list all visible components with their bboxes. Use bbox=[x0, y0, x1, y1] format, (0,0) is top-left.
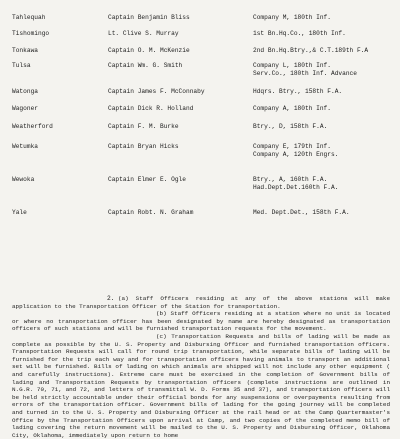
station-name: Weatherford bbox=[12, 123, 53, 130]
station-officer: Captain F. M. Burke bbox=[108, 123, 179, 130]
station-unit: 1st Bn.Hq.Co., 180th Inf. bbox=[253, 30, 346, 37]
station-unit: Company A, 180th Inf. bbox=[253, 105, 331, 112]
station-unit: 2nd Bn.Hq.Btry.,& C.T.189th F.A bbox=[253, 47, 369, 54]
station-officer: Captain Benjamin Bliss bbox=[108, 14, 190, 21]
station-unit: Company E, 179th Inf. Company A, 120th Engrs. bbox=[253, 143, 339, 158]
section-number: 2. bbox=[107, 295, 115, 302]
station-officer: Captain Dick R. Holland bbox=[108, 105, 194, 112]
station-name: Tulsa bbox=[12, 62, 31, 69]
section-body bbox=[12, 295, 390, 439]
station-name: Tahlequah bbox=[12, 14, 46, 21]
station-officer: Captain Robt. N. Graham bbox=[108, 209, 194, 216]
station-unit: Btry., A, 160th F.A. Had.Dept.Det.160th F.A. bbox=[253, 176, 339, 191]
station-unit: Company M, 180th Inf. bbox=[253, 14, 331, 21]
station-unit: Btry., D, 158th F.A. bbox=[253, 123, 328, 130]
station-name: Tonkawa bbox=[12, 47, 38, 54]
station-name: Watonga bbox=[12, 88, 38, 95]
station-name: Wagoner bbox=[12, 105, 38, 112]
paragraph-a: (a) Staff Officers residing at any of the above stations will make application to the Transportation Officer of the Station for transportation. bbox=[12, 295, 390, 310]
station-name: Yale bbox=[12, 209, 27, 216]
station-unit: Med. Dept.Det., 158th F.A. bbox=[253, 209, 350, 216]
station-name: Wewoka bbox=[12, 176, 35, 183]
station-unit: Hdqrs. Btry., 158th F.A. bbox=[253, 88, 343, 95]
station-officer: Lt. Clive S. Murray bbox=[108, 30, 179, 37]
station-officer: Captain O. M. McKenzie bbox=[108, 47, 190, 54]
station-officer: Captain James F. McConnaby bbox=[108, 88, 205, 95]
station-officer: Captain Wm. G. Smith bbox=[108, 62, 183, 69]
paragraph-c: (c) Transportation Requests and bills of lading will be made as complete as possible by the U. S. Property and Disbursing Officer and furnished transportation officers. Transportation Requests will call for round trip transportation, while separate bills of lading will be furnished for the trip each way and for transportation officers having animals to transport an additional set will be furnished. Bills of lading on which animals are shipped will not include any other equipment ( and carefully instructions). Extreme care must be exercised in the completion of Government bills of lading and Transportation Requests by transportation officers (complete instructions are outlined in N.G.R. 70, 71, and 72, and letters of transmittal W. D. Forms 35 and 37), and transportation officers will be held strictly accountable under their official bonds for any suspensions or overpayments resulting from errors of the transportation officer. Government bills of lading for the going journey will be completed and turned in to the U. S. Property and Disbursing Officer at the rail head or at the Camp Quartermaster's Office by the Transportation Officers upon arrival at Camp, and two copies of the completed memo bill of lading covering the return movement will be mailed to the U. S. Property and Disbursing Officer, Oklahoma City, Oklahoma, immediately upon return to home bbox=[12, 332, 390, 439]
paragraph-b: (b) Staff Officers residing at a station where no unit is located or where no transportation officer has been designated by name are hereby designated as transportation officers of such stations and will be furnished transportation requests for the movement. bbox=[12, 310, 390, 333]
station-name: Tishomingo bbox=[12, 30, 50, 37]
station-officer: Captain Bryan Hicks bbox=[108, 143, 179, 150]
station-officer: Captain Elmer E. Ogle bbox=[108, 176, 186, 183]
station-name: Wetumka bbox=[12, 143, 38, 150]
station-unit: Company L, 180th Inf. Serv.Co., 180th Inf. Advance bbox=[253, 62, 357, 77]
